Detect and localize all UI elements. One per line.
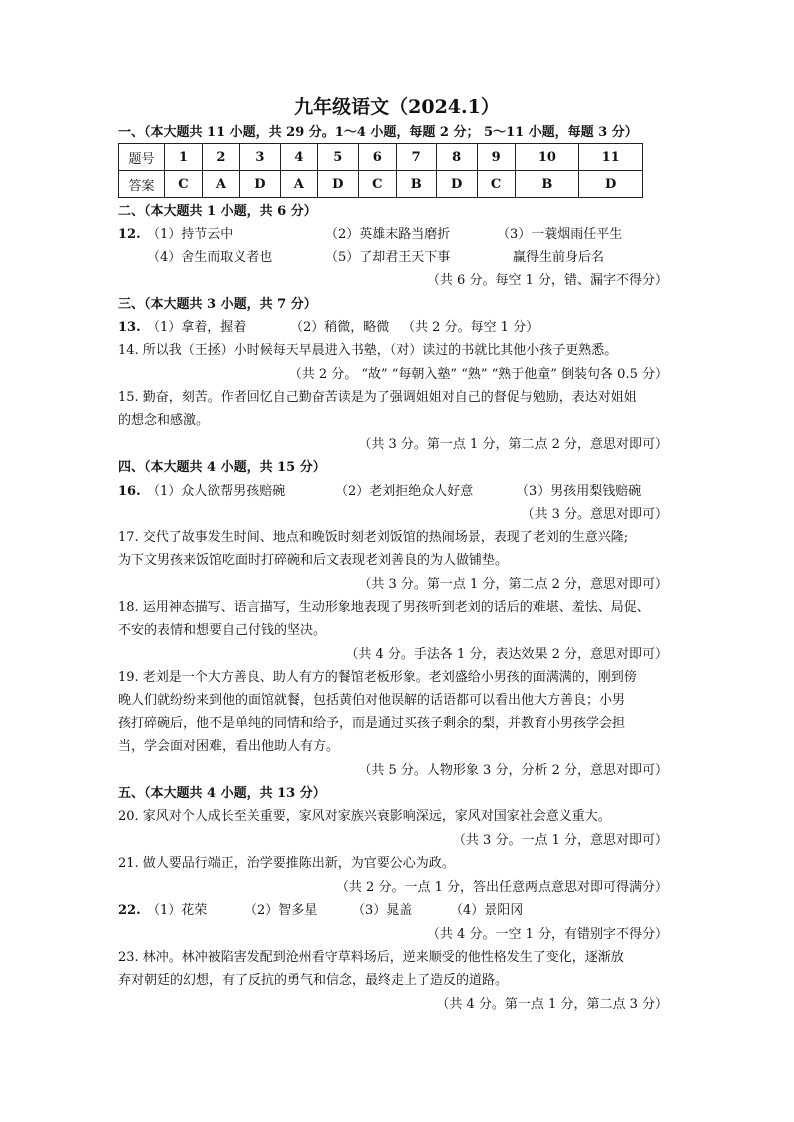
table-cell-answer: C: [358, 171, 396, 198]
answer-table-number-row: [119, 144, 643, 171]
q20-answer: 20. 家风对个人成长至关重要，家风对家族兴衰影响深远，家风对国家社会意义重大。: [118, 809, 611, 824]
q18-score-note: （共 4 分。手法各 1 分，表达效果 2 分，意思对即可）: [345, 647, 668, 662]
q19-answer-line-2: 晚人们就纷纷来到他的面馆就餐，包括黄伯对他误解的话语都可以看出他大方善良；小男: [118, 693, 626, 708]
q21-score-note: （共 2 分。一点 1 分，答出任意两点意思对即可得满分）: [335, 880, 668, 895]
table-cell-number: 10: [515, 144, 579, 171]
q23-answer-line-1: 23. 林冲。林冲被陷害发配到沧州看守草料场后，逆来顺受的他性格发生了变化，逐渐放: [118, 950, 624, 965]
q12-answer-4: （4）舍生而取义者也: [147, 250, 273, 265]
q18-answer-line-1: 18. 运用神态描写、语言描写，生动形象地表现了男孩听到老刘的话后的难堪、羞怯、局促、: [118, 600, 650, 615]
q12-number: 12.: [118, 227, 141, 242]
q19-score-note: （共 5 分。人物形象 3 分，分析 2 分，意思对即可）: [358, 763, 668, 778]
q13-answer-1: （1）拿着，握着: [147, 320, 247, 335]
q12-score-note: （共 6 分。每空 1 分，错、漏字不得分）: [426, 273, 668, 288]
table-cell-number: 5: [317, 144, 358, 171]
table-cell-answer: C: [477, 171, 515, 198]
q23-score-note: （共 4 分。第一点 1 分，第二点 3 分）: [436, 997, 668, 1012]
q12-answer-3: （3）一蓑烟雨任平生: [497, 227, 623, 242]
q22-score-note: （共 4 分。一空 1 分，有错别字不得分）: [426, 927, 668, 942]
table-cell-number: 11: [579, 144, 643, 171]
q12-answer-2: （2）英雄末路当磨折: [325, 227, 451, 242]
answer-table-answer-row: [119, 171, 643, 198]
q14-answer: 14. 所以我（王拯）小时候每天早晨进入书塾，（对）读过的书就比其他小孩子更熟悉。: [118, 343, 618, 358]
q17-answer-line-2: 为下文男孩来饭馆吃面时打碎碗和后文表现老刘善良的为人做铺垫。: [118, 553, 509, 568]
table-cell-number: 1: [165, 144, 203, 171]
table-cell-number: 4: [280, 144, 317, 171]
q16-number: 16.: [118, 484, 141, 499]
table-cell-answer: D: [579, 171, 643, 198]
table-cell-number: 9: [477, 144, 515, 171]
q14-score-note: （共 2 分。 “故” “每朝入塾” “熟” “熟于他童” 倒装句各 0.5 分）: [288, 367, 668, 382]
q21-answer: 21. 做人要品行端正，治学要推陈出新，为官要公心为政。: [118, 856, 455, 871]
q13-answer-2: （2）稍微，略微: [290, 320, 390, 335]
q22-answer-4: （4）景阳冈: [450, 903, 524, 918]
q16-score-note: （共 3 分。意思对即可）: [521, 507, 668, 522]
q16-answer-3: （3）男孩用梨钱赔碗: [516, 484, 642, 499]
q17-score-note: （共 3 分。第一点 1 分，第二点 2 分，意思对即可）: [358, 577, 668, 592]
q16-answer-1: （1）众人欲帮男孩赔碗: [147, 484, 286, 499]
answer-table: [118, 143, 643, 198]
table-cell-answer: B: [396, 171, 436, 198]
q22-answer-1: （1）花荣: [147, 903, 208, 918]
q13-score-note: （共 2 分。每空 1 分）: [402, 320, 540, 335]
row-label-number: 题号: [119, 144, 165, 171]
table-cell-answer: C: [165, 171, 203, 198]
section-4-heading: 四、（本大题共 4 小题，共 15 分）: [118, 460, 326, 475]
q19-answer-line-1: 19. 老刘是一个大方善良、助人有方的餐馆老板形象。老刘盛给小男孩的面满满的，刚到傍: [118, 670, 637, 685]
q19-answer-line-3: 孩打碎碗后，他不是单纯的同情和给予，而是通过买孩子剩余的梨，并教育小男孩学会担: [118, 716, 626, 731]
section-1-heading: 一、（本大题共 11 小题，共 29 分。1～4 小题，每题 2 分； 5～11 小题，每题 3 分）: [118, 125, 638, 140]
q19-answer-line-4: 当，学会面对困难，看出他助人有方。: [118, 739, 340, 754]
q17-answer-line-1: 17. 交代了故事发生时间、地点和晚饭时刻老刘饭馆的热闹场景，表现了老刘的生意兴隆;: [118, 530, 629, 545]
q20-score-note: （共 3 分。一点 1 分，意思对即可）: [452, 833, 668, 848]
table-cell-answer: B: [515, 171, 579, 198]
q22-answer-2: （2）智多星: [244, 903, 318, 918]
table-cell-answer: D: [436, 171, 477, 198]
page-title: 九年级语文（2024.1）: [294, 96, 500, 118]
table-cell-answer: A: [202, 171, 239, 198]
table-cell-number: 7: [396, 144, 436, 171]
q23-answer-line-2: 弃对朝廷的幻想，有了反抗的勇气和信念，最终走上了造反的道路。: [118, 973, 509, 988]
q22-number: 22.: [118, 903, 141, 918]
section-3-heading: 三、（本大题共 3 小题，共 7 分）: [118, 297, 317, 312]
q13-number: 13.: [118, 320, 141, 335]
q15-answer-line-2: 的想念和感激。: [118, 413, 210, 428]
q15-answer-line-1: 15. 勤奋，刻苦。作者回忆自己勤奋苦读是为了强调姐姐对自己的督促与勉励，表达对姐姐: [118, 390, 637, 405]
q12-answer-5: （5）了却君王天下事: [325, 250, 451, 265]
table-cell-answer: D: [239, 171, 280, 198]
q18-answer-line-2: 不安的表情和想要自己付钱的坚决。: [118, 623, 327, 638]
q15-score-note: （共 3 分。第一点 1 分，第二点 2 分，意思对即可）: [358, 437, 668, 452]
q12-answer-1: （1）持节云中: [147, 227, 234, 242]
q16-answer-2: （2）老刘拒绝众人好意: [335, 484, 474, 499]
table-cell-answer: A: [280, 171, 317, 198]
table-cell-answer: D: [317, 171, 358, 198]
q22-answer-3: （3）晁盖: [352, 903, 413, 918]
section-2-heading: 二、（本大题共 1 小题，共 6 分）: [118, 204, 317, 219]
table-cell-number: 3: [239, 144, 280, 171]
section-5-heading: 五、（本大题共 4 小题，共 13 分）: [118, 786, 326, 801]
row-label-answer: 答案: [119, 171, 165, 198]
table-cell-number: 6: [358, 144, 396, 171]
table-cell-number: 8: [436, 144, 477, 171]
table-cell-number: 2: [202, 144, 239, 171]
q12-answer-5b: 赢得生前身后名: [513, 250, 605, 265]
